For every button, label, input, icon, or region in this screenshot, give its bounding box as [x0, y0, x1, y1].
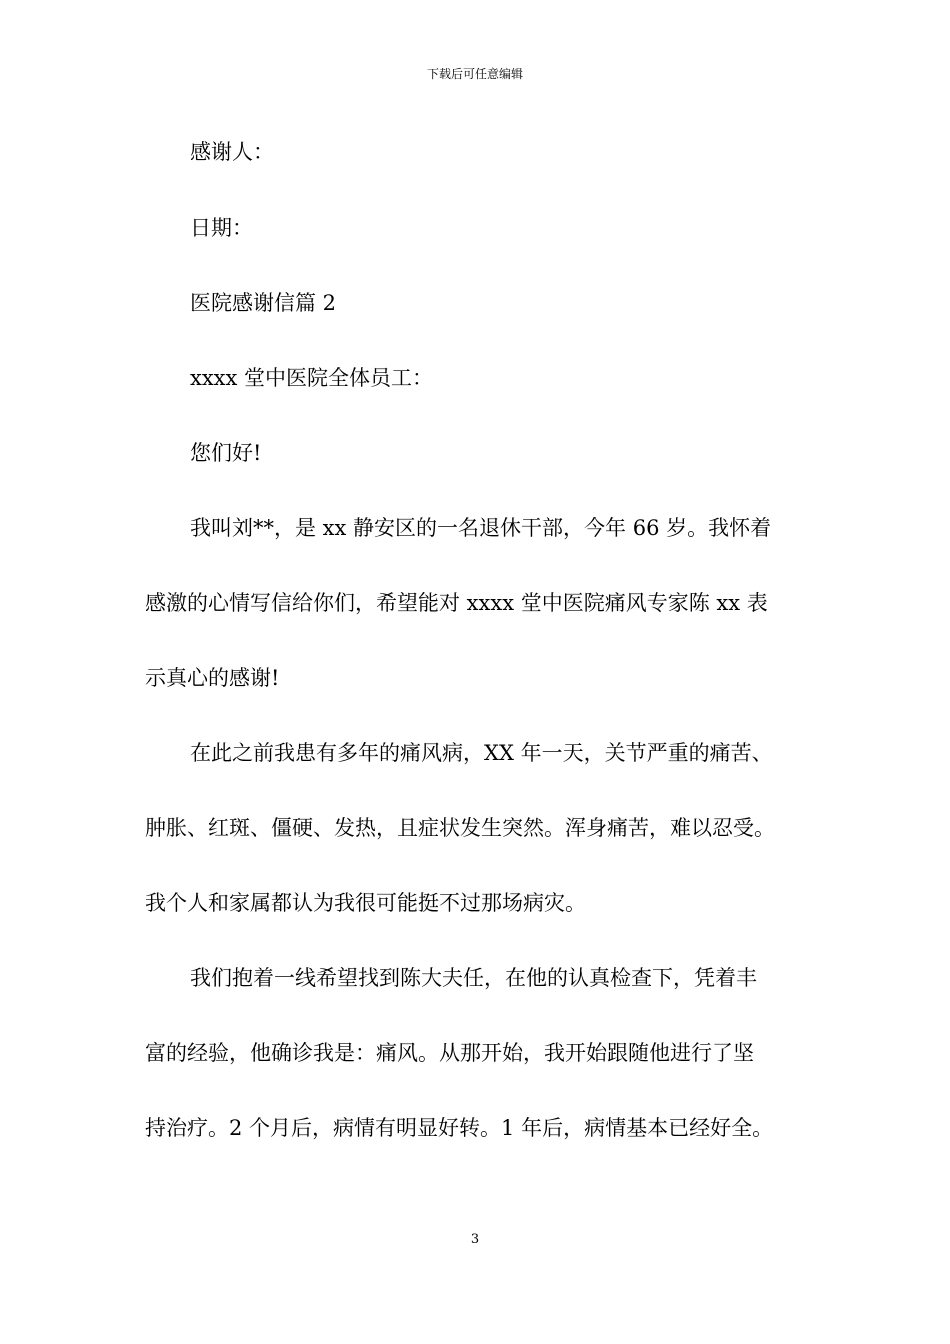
- paragraph-3-line-1: 我们抱着一线希望找到陈大夫任，在他的认真检查下，凭着丰: [190, 966, 757, 990]
- paragraph-1-line-3: 示真心的感谢!: [145, 666, 280, 690]
- letter-title: 医院感谢信篇 2: [190, 291, 337, 315]
- header-note: 下载后可任意编辑: [426, 67, 523, 81]
- signature-date-line: 日期：: [190, 216, 253, 240]
- paragraph-3-line-3: 持治疗。2 个月后，病情有明显好转。1 年后，病情基本已经好全。: [145, 1116, 774, 1140]
- letter-salutation: xxxx 堂中医院全体员工：: [190, 366, 434, 390]
- paragraph-2-line-1: 在此之前我患有多年的痛风病，XX 年一天，关节严重的痛苦、: [190, 741, 773, 765]
- page-number: 3: [470, 1232, 480, 1247]
- paragraph-2-line-3: 我个人和家属都认为我很可能挺不过那场病灾。: [145, 891, 586, 915]
- paragraph-1-line-1: 我叫刘**，是 xx 静安区的一名退休干部，今年 66 岁。我怀着: [190, 516, 772, 540]
- paragraph-2-line-2: 肿胀、红斑、僵硬、发热，且症状发生突然。浑身痛苦，难以忍受。: [145, 816, 775, 840]
- signature-thanks-line: 感谢人：: [190, 140, 274, 164]
- letter-greeting: 您们好!: [190, 441, 262, 465]
- paragraph-3-line-2: 富的经验，他确诊我是：痛风。从那开始，我开始跟随他进行了坚: [145, 1041, 754, 1065]
- paragraph-1-line-2: 感激的心情写信给你们，希望能对 xxxx 堂中医院痛风专家陈 xx 表: [145, 591, 768, 615]
